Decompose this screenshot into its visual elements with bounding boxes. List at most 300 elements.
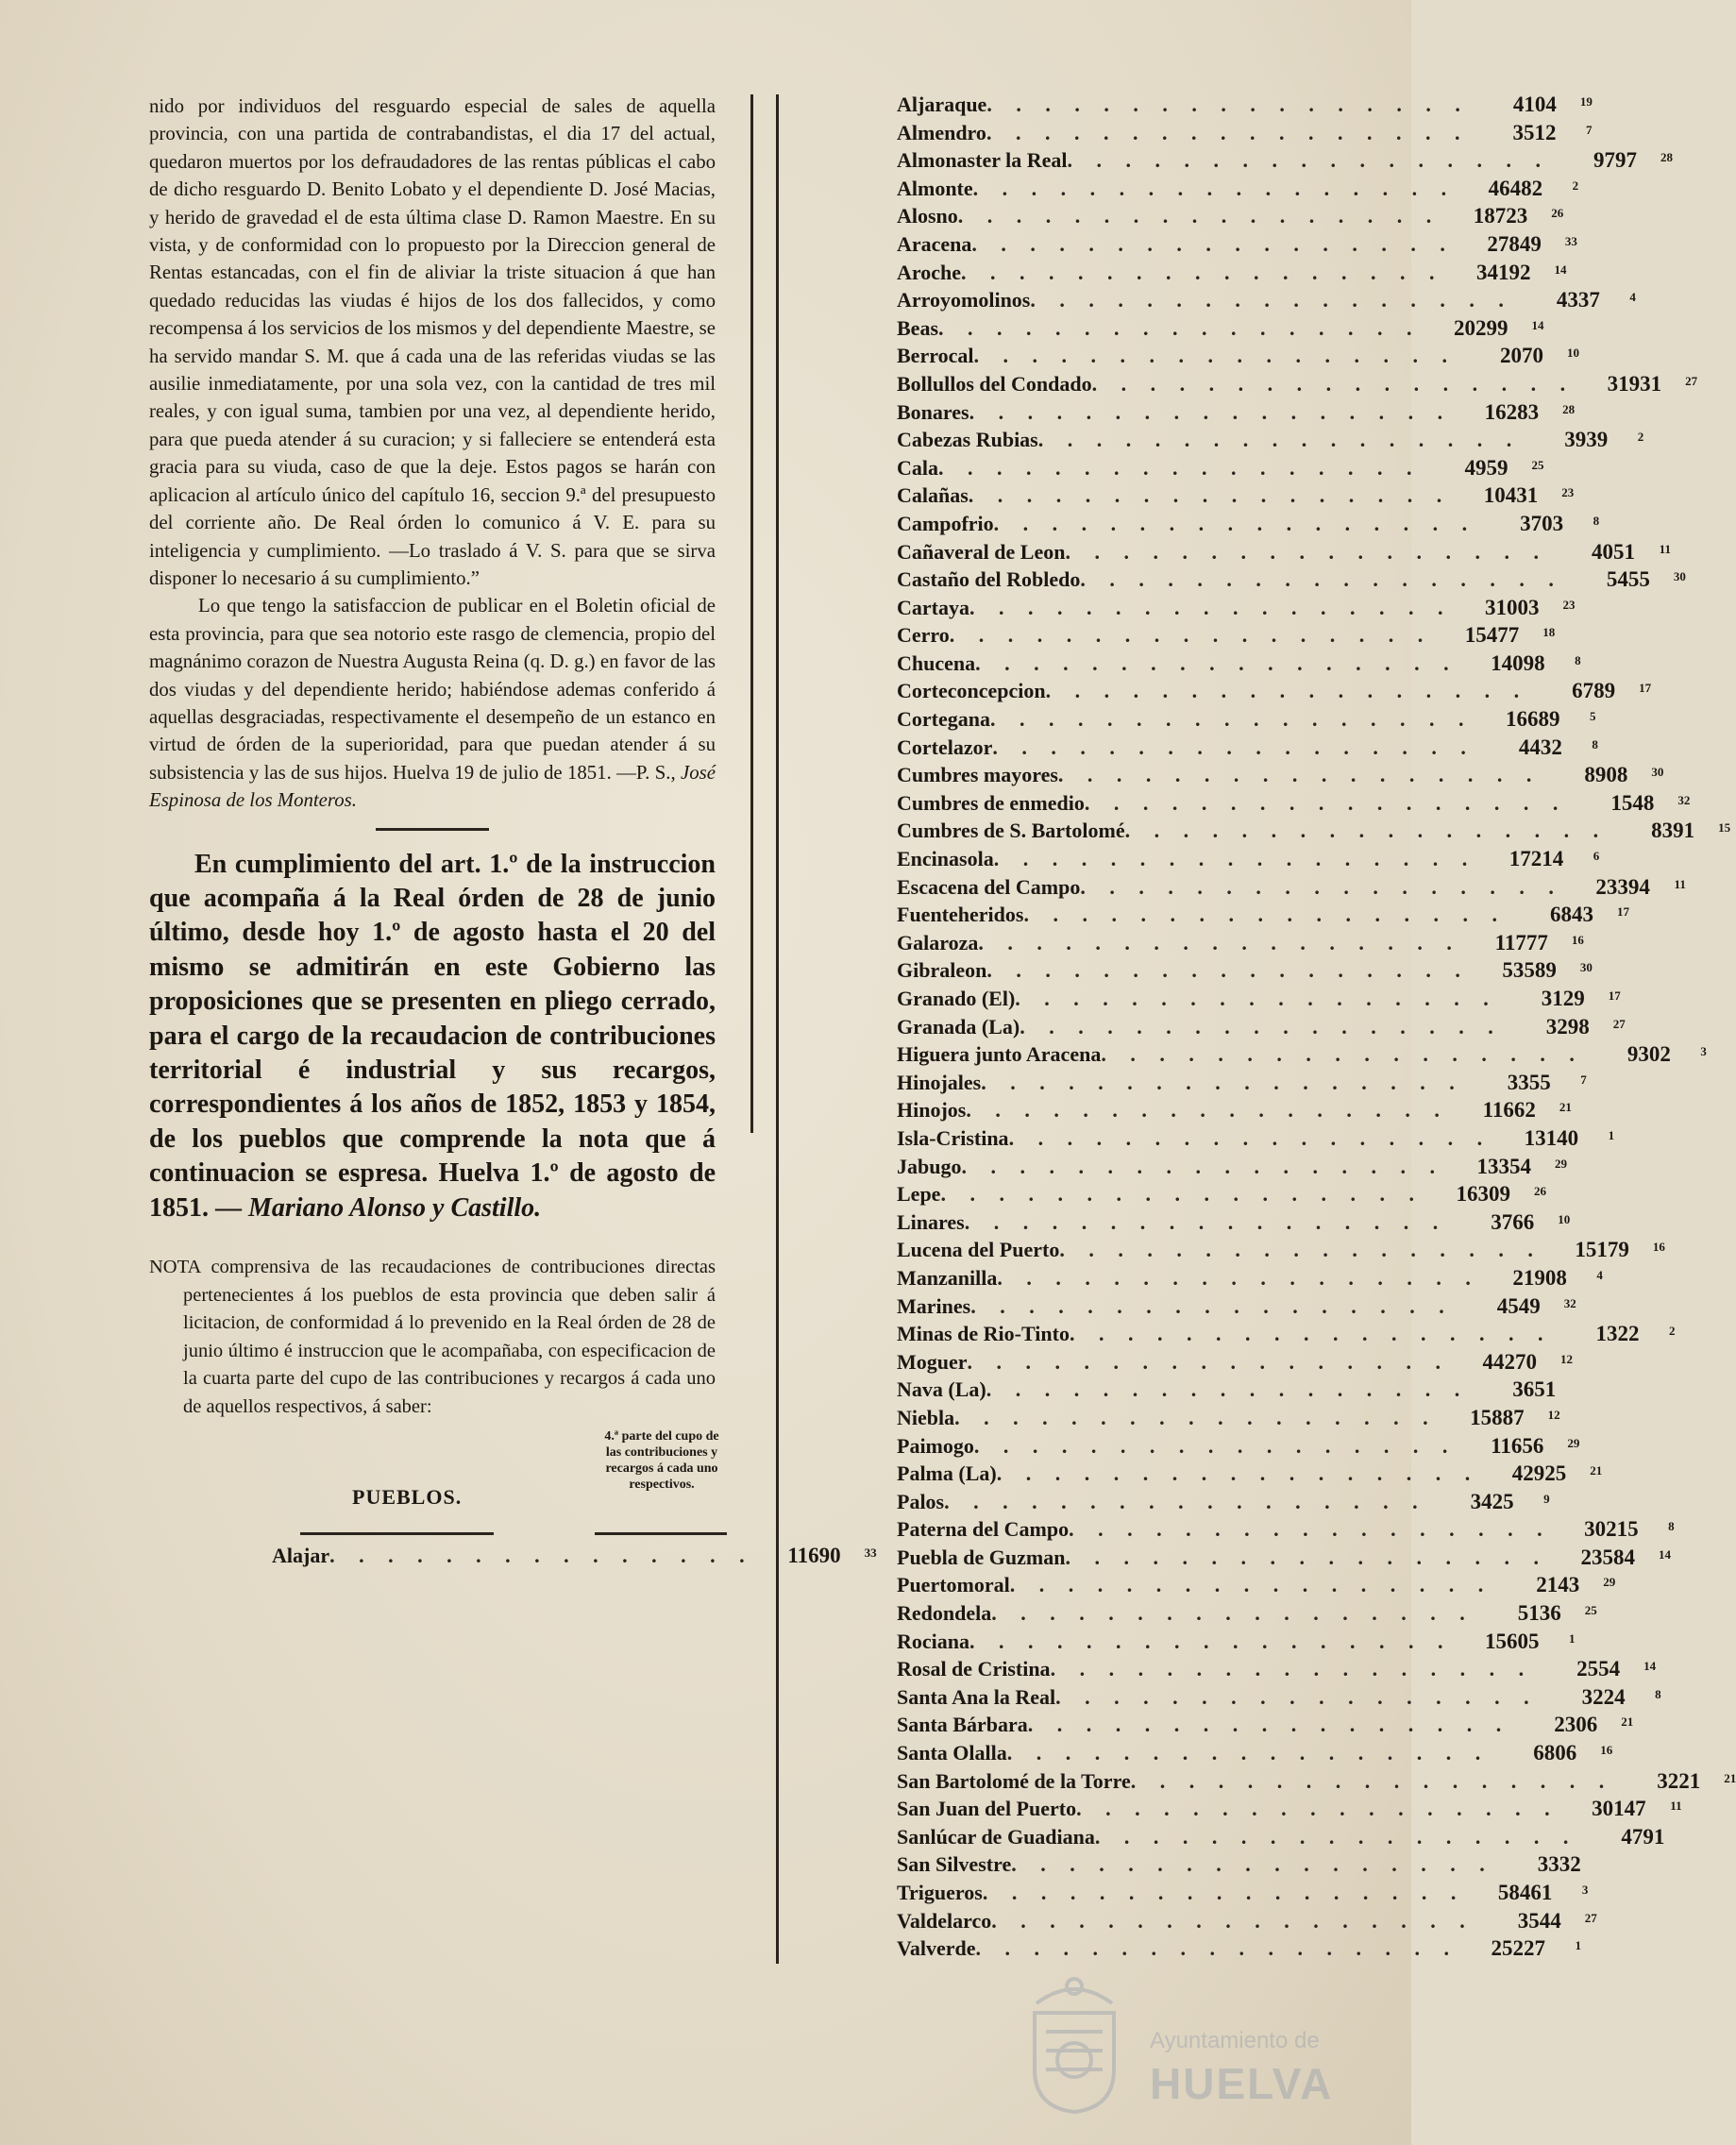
- row-ref: 6: [1593, 849, 1600, 864]
- table-row: [897, 958, 1593, 987]
- row-value: 3355: [1507, 1070, 1551, 1094]
- table-row: [897, 1684, 1661, 1714]
- row-ref: 7: [1585, 122, 1593, 137]
- table-row: [897, 1657, 1657, 1685]
- row-leader-dots: . . . . . . . . . . . . . . . . .: [973, 1433, 1458, 1458]
- row-ref: 10: [1558, 1211, 1571, 1226]
- row-leader-dots: . . . . . . . . . . . . . . . . .: [1006, 1741, 1491, 1765]
- row-ref: 28: [1562, 401, 1576, 416]
- table-row: [897, 903, 1629, 931]
- row-ref: 25: [1531, 457, 1544, 472]
- row-leader-dots: . . . . . . . . . . . . . . . . .: [957, 204, 1441, 228]
- row-name: Paimogo: [897, 1433, 974, 1458]
- table-row: [897, 1881, 1589, 1909]
- row-value: 4104: [1512, 93, 1557, 116]
- ayuntamiento-watermark: [1018, 1966, 1376, 2126]
- row-name: Granado (El): [897, 987, 1016, 1010]
- row-name: Puebla de Guzman: [897, 1545, 1066, 1569]
- row-value: 9302: [1626, 1042, 1671, 1067]
- table-row: [897, 650, 1581, 680]
- row-value: 6843: [1549, 903, 1593, 927]
- table-row: [897, 428, 1644, 456]
- row-value: 17214: [1508, 847, 1564, 871]
- row-name: Almonaster la Real: [897, 148, 1068, 173]
- table-row: [897, 1517, 1675, 1545]
- row-name: Rosal de Cristina: [897, 1657, 1051, 1681]
- row-leader-dots: . . . . . . . . . . . . . . . . .: [1084, 790, 1568, 815]
- row-value: 3298: [1545, 1014, 1590, 1039]
- row-leader-dots: . . . . . . . . . . . . . . . . .: [1076, 1797, 1559, 1821]
- column-divider: [776, 94, 779, 1964]
- table-row: [897, 735, 1598, 764]
- row-value: 3544: [1517, 1908, 1561, 1933]
- row-ref: 9: [1543, 1491, 1550, 1506]
- row-name: Gibraleon: [897, 958, 987, 983]
- row-leader-dots: . . . . . . . . . . . . . . . . .: [975, 650, 1458, 675]
- row-leader-dots: . . . . . . . . . . . . . . . . .: [975, 1936, 1459, 1961]
- row-value: 6806: [1533, 1741, 1577, 1765]
- row-name: Campofrio: [897, 511, 994, 535]
- row-ref: 21: [1621, 1714, 1634, 1730]
- table-row: [897, 455, 1544, 484]
- row-value: 5136: [1517, 1601, 1561, 1626]
- row-leader-dots: . . . . . . . . . . . . . . . . .: [969, 1629, 1453, 1653]
- table-row: [897, 1098, 1572, 1126]
- notice-licitacion: [149, 848, 716, 1225]
- table-row: [897, 874, 1686, 904]
- row-ref: 1: [1569, 1630, 1576, 1646]
- table-row: [897, 763, 1664, 791]
- left-column: [149, 93, 877, 1572]
- row-leader-dots: . . . . . . . . . . . . . . . . .: [1050, 1657, 1534, 1681]
- row-ref: 11: [1659, 541, 1671, 556]
- row-ref: 3: [1700, 1044, 1707, 1059]
- row-value: 30215: [1584, 1517, 1639, 1542]
- row-value: 9797: [1593, 148, 1637, 173]
- column-divider-upper: [750, 94, 753, 1133]
- table-row: [897, 1852, 1581, 1881]
- row-value: 58461: [1497, 1881, 1553, 1904]
- row-name: Nava (La): [897, 1377, 986, 1402]
- row-name: Rociana: [897, 1629, 969, 1653]
- row-ref: 29: [1603, 1575, 1616, 1590]
- signature-espinosa: José Espinosa de los Monteros.: [149, 761, 716, 812]
- row-leader-dots: . . . . . . . . . . . . . . . . .: [982, 1881, 1466, 1904]
- row-ref: 4: [1629, 290, 1636, 305]
- row-leader-dots: . . . . . . . . . . . . . . . . .: [1037, 428, 1522, 452]
- row-name: Aljaraque: [897, 93, 987, 116]
- table-row: [897, 1293, 1576, 1323]
- row-value: 11656: [1491, 1433, 1544, 1458]
- row-ref: 2: [1572, 177, 1579, 193]
- row-name: Bonares: [897, 399, 969, 424]
- row-value: 3224: [1581, 1684, 1626, 1709]
- row-value: 3766: [1491, 1209, 1535, 1234]
- row-name: Arroyomolinos: [897, 288, 1031, 312]
- row-ref: 8: [1668, 1519, 1675, 1534]
- row-leader-dots: . . . . . . . . . . . . . . . . .: [964, 1209, 1448, 1234]
- row-leader-dots: . . . . . . . . . . . . . . . . .: [1009, 1573, 1493, 1597]
- table-row: [897, 539, 1671, 568]
- row-leader-dots: . . . . . . . . . . . . . . . . .: [1124, 819, 1609, 843]
- row-ref: 11: [1670, 1799, 1682, 1814]
- row-leader-dots: . . . . . . . . . . . . . . . . .: [969, 595, 1453, 619]
- row-name: Cumbres de enmedio: [897, 790, 1085, 815]
- row-ref: 29: [1554, 1156, 1567, 1171]
- table-row: [897, 930, 1584, 959]
- row-leader-dots: . . . . . . . . . . . . . . . . .: [961, 260, 1444, 284]
- header-rule-cuarta: [595, 1532, 727, 1535]
- table-row: [897, 1768, 1736, 1798]
- row-ref: 14: [1643, 1659, 1657, 1674]
- row-value: 53589: [1502, 958, 1557, 983]
- row-value: 31931: [1607, 371, 1662, 396]
- row-name: Redondela: [897, 1601, 992, 1626]
- row-leader-dots: . . . . . . . . . . . . . . . . .: [1015, 987, 1498, 1010]
- row-leader-dots: . . . . . . . . . . . . . . . . .: [992, 735, 1475, 759]
- row-leader-dots: . . . . . . . . . . . . . . . . .: [1057, 763, 1542, 787]
- row-value: 8391: [1651, 819, 1695, 843]
- table-row: [897, 1182, 1546, 1210]
- row-leader-dots: . . . . . . . . . . . . . . . . .: [1069, 1322, 1553, 1346]
- row-ref: 25: [1584, 1603, 1597, 1618]
- row-ref: 27: [1612, 1016, 1626, 1031]
- row-leader-dots: . . . . . . . . . . . . . . . . .: [971, 231, 1455, 256]
- watermark-line1: Ayuntamiento de: [1150, 2028, 1320, 2053]
- paragraph-publication: [149, 592, 716, 814]
- row-leader-dots: . . . . . . . . . . . . . . . . .: [991, 1601, 1475, 1626]
- watermark-line2: HUELVA: [1150, 2059, 1334, 2108]
- row-leader-dots: . . . . . . . . . . . . . . . . .: [1055, 1684, 1539, 1709]
- row-leader-dots: . . . . . . . . . . . . . . . . .: [967, 1349, 1451, 1374]
- table-row: [897, 595, 1576, 624]
- table-row: [897, 1461, 1603, 1490]
- row-value: 44270: [1482, 1349, 1538, 1374]
- row-name: Santa Bárbara: [897, 1713, 1028, 1737]
- row-ref: 3: [1581, 1883, 1589, 1897]
- row-name: San Juan del Puerto: [897, 1797, 1077, 1821]
- row-leader-dots: . . . . . . . . . . . . . . . . .: [986, 93, 1470, 116]
- header-pueblos: PUEBLOS.: [352, 1485, 463, 1510]
- table-row: [897, 623, 1556, 651]
- row-ref: 32: [1677, 792, 1691, 807]
- table-row: [897, 344, 1579, 372]
- row-ref: 10: [1566, 346, 1579, 361]
- table-row: [897, 1349, 1574, 1378]
- row-name: Cortegana: [897, 707, 990, 732]
- row-leader-dots: . . . . . . . . . . . . . . . . .: [1067, 148, 1550, 173]
- row-leader-dots: . . . . . . . . . . . . . . . . .: [940, 1182, 1424, 1207]
- row-ref: 2: [1637, 430, 1644, 445]
- row-value: 16283: [1484, 399, 1540, 424]
- row-name: Aracena: [897, 231, 972, 256]
- row-value: 2143: [1536, 1573, 1580, 1597]
- row-name: Paterna del Campo: [897, 1517, 1070, 1542]
- table-row: [897, 987, 1621, 1015]
- row-leader-dots: . . . . . . . . . . . . . . . . .: [1045, 679, 1529, 703]
- row-value: 46482: [1488, 176, 1543, 200]
- row-name: Fuenteheridos: [897, 903, 1024, 927]
- row-value: 15477: [1464, 623, 1520, 648]
- row-value: 3425: [1470, 1489, 1514, 1513]
- row-leader-dots: . . . . . . . . . . . . . . . . .: [991, 1908, 1475, 1933]
- row-leader-dots: . . . . . . . . . . . . . . . . .: [1065, 539, 1548, 564]
- row-ref: 12: [1547, 1407, 1560, 1422]
- row-value: 1548: [1610, 790, 1655, 815]
- row-name: Sanlúcar de Guadiana: [897, 1824, 1095, 1849]
- row-name: Trigueros: [897, 1881, 983, 1904]
- row-leader-dots: . . . . . . . . . . . . . . . . .: [1130, 1768, 1614, 1793]
- row-value: 20299: [1454, 315, 1508, 340]
- paragraph-publication-text: Lo que tengo la satisfaccion de publicar en el Boletin oficial de esta provincia, para que sea notorio este rasgo de clemencia, propio del magnánimo corazon de Nuestra Augusta Reina (q. D. g.) en favor de las dos viudas y del dependiente herido; habiéndose ademas conferido á aquellas desgraciadas, respectivamente el desempeño de un estanco en virtud de órden de la superioridad, para que puedan atender á su subsistencia y las de sus hijos. Huelva 19 de julio de 1851. —P. S.,: [149, 595, 716, 784]
- table-row: [897, 707, 1596, 735]
- row-leader-dots: . . . . . . . . . . . . . . . . .: [949, 623, 1433, 648]
- row-value: 31003: [1484, 595, 1540, 619]
- row-name: Palma (La): [897, 1461, 997, 1486]
- table-row: [897, 1377, 1557, 1406]
- row-value: 18723: [1473, 204, 1528, 228]
- pueblos-list: [897, 93, 1736, 1965]
- row-value: 3939: [1564, 428, 1609, 452]
- row-value: 3221: [1657, 1768, 1701, 1793]
- row-ref: 8: [1655, 1686, 1661, 1701]
- table-row: [897, 1209, 1571, 1239]
- row-name: Escacena del Campo: [897, 874, 1081, 899]
- row-ref: 17: [1608, 988, 1621, 1003]
- row-ref: 21: [1559, 1100, 1572, 1115]
- row-leader-dots: . . . . . . . . . . . . . . . . .: [944, 1489, 1427, 1513]
- table-row: [897, 204, 1564, 232]
- row-leader-dots: . . . . . . . . . . . . . . . . .: [969, 399, 1453, 424]
- row-leader-dots: . . . . . . . . . . . . . . . . .: [1065, 1545, 1548, 1569]
- row-leader-dots: . . . . . . . . . . . . . . . . .: [1020, 1014, 1503, 1039]
- row-name: Valdelarco: [897, 1908, 992, 1933]
- row-value: 11777: [1494, 930, 1548, 954]
- row-leader-dots: . . . . . . . . . . . . . . . . .: [972, 176, 1457, 200]
- table-row: [897, 790, 1691, 819]
- row-name: Cala: [897, 455, 938, 480]
- row-value: 27849: [1487, 231, 1542, 256]
- table-row: [897, 1042, 1707, 1071]
- row-name: Cumbres de S. Bartolomé: [897, 819, 1125, 843]
- row-value: 3703: [1520, 511, 1564, 535]
- table-row: [897, 1265, 1603, 1294]
- row-name: Galaroza: [897, 930, 979, 954]
- row-value: 21908: [1512, 1265, 1567, 1290]
- row-leader-dots: . . . . . . . . . . . . . . . . .: [1080, 567, 1563, 592]
- row-leader-dots: . . . . . . . . . . . . . . . . .: [986, 120, 1470, 144]
- table-row: [897, 1433, 1580, 1462]
- table-row: [897, 1629, 1576, 1658]
- row-value: 3512: [1512, 120, 1557, 144]
- coat-of-arms-icon: [1018, 1966, 1131, 2117]
- row-value: 4432: [1518, 735, 1562, 759]
- table-row: [897, 1014, 1626, 1043]
- table-header: [149, 1427, 719, 1530]
- row-name: Cortelazor: [897, 735, 993, 759]
- row-value: 2070: [1499, 344, 1543, 368]
- row-ref: 32: [1563, 1295, 1576, 1310]
- row-name: Higuera junto Aracena: [897, 1042, 1102, 1067]
- row-value: 13354: [1476, 1154, 1531, 1178]
- table-row: [897, 847, 1600, 875]
- table-row: [897, 1238, 1665, 1266]
- table-row: [897, 1322, 1676, 1350]
- row-value: 15605: [1485, 1629, 1540, 1653]
- row-leader-dots: . . . . . . . . . . . . . . . . .: [1101, 1042, 1584, 1067]
- table-row: [897, 1824, 1665, 1853]
- table-row: [897, 1545, 1671, 1574]
- row-leader-dots: . . . . . . . . . . . . . . . . .: [1094, 1824, 1578, 1849]
- row-value: 16689: [1505, 707, 1560, 732]
- row-name: Moguer: [897, 1349, 968, 1374]
- row-value: 42925: [1511, 1461, 1567, 1486]
- table-row: [897, 1936, 1582, 1965]
- row-name: Puertomoral: [897, 1573, 1010, 1597]
- row-ref: 26: [1551, 206, 1564, 221]
- row-name: Cumbres mayores: [897, 763, 1058, 787]
- table-row: [897, 1405, 1560, 1434]
- row-value: 15887: [1470, 1405, 1525, 1429]
- table-row: [149, 1544, 877, 1572]
- row-ref: 23: [1561, 485, 1575, 500]
- row-ref: 1: [1608, 1127, 1615, 1142]
- table-row: [897, 483, 1575, 512]
- row-ref: 27: [1685, 373, 1698, 388]
- row-ref: 19: [1579, 94, 1593, 109]
- row-value: 4791: [1621, 1824, 1665, 1849]
- row-leader-dots: . . . . . . . . . . . . . . . . .: [938, 315, 1422, 340]
- row-name: Marines: [897, 1293, 971, 1318]
- table-row: [897, 1713, 1634, 1741]
- row-leader-dots: . . . . . . . . . . . . . . . . .: [954, 1405, 1438, 1429]
- row-value: 3332: [1537, 1852, 1581, 1877]
- table-row: [897, 1125, 1615, 1155]
- row-name: San Silvestre: [897, 1852, 1012, 1877]
- row-name: Isla-Cristina: [897, 1125, 1009, 1150]
- table-row: [897, 1797, 1682, 1825]
- row-name: Santa Olalla: [897, 1741, 1007, 1765]
- row-name: Lucena del Puerto: [897, 1238, 1060, 1262]
- table-row: [897, 1070, 1587, 1099]
- table-row: [897, 819, 1731, 847]
- row-leader-dots: . . . . . . . . . . . . . . . . .: [1011, 1852, 1494, 1877]
- table-row: [897, 399, 1576, 429]
- row-name: San Bartolomé de la Torre: [897, 1768, 1131, 1793]
- row-name: Berrocal: [897, 344, 974, 368]
- row-name: Castaño del Robledo: [897, 567, 1081, 592]
- row-name: Almendro: [897, 120, 986, 144]
- row-leader-dots: . . . . . . . . . . . . . . . . .: [981, 1070, 1464, 1094]
- row-ref: 26: [1533, 1184, 1546, 1199]
- table-row: [897, 176, 1579, 205]
- row-ref: 18: [1542, 625, 1556, 640]
- right-column: [897, 93, 1736, 1965]
- table-row: [897, 260, 1567, 289]
- row-ref: 14: [1658, 1546, 1671, 1562]
- row-ref: [1581, 1852, 1617, 1854]
- row-leader-dots: . . . . . . . . . . . . . . . . .: [961, 1154, 1444, 1178]
- row-ref: 15: [1718, 820, 1731, 836]
- table-row: [897, 567, 1686, 596]
- row-name: Linares: [897, 1209, 965, 1234]
- row-name: Granada (La): [897, 1014, 1020, 1039]
- row-ref: 4: [1596, 1267, 1603, 1282]
- row-ref: 14: [1554, 262, 1567, 277]
- table-row: [897, 679, 1652, 707]
- row-name: Alajar: [272, 1544, 330, 1568]
- row-ref: 30: [1651, 765, 1664, 780]
- row-name: Santa Ana la Real: [897, 1684, 1056, 1709]
- row-leader-dots: . . . . . . . . . . . . . . . . .: [1027, 1713, 1511, 1737]
- paragraph-royal-order: nido por individuos del resguardo especial de sales de aquella provincia, con una partida de contrabandistas, el dia 17 del actual, quedaron muertos por los defraudadores de las rentas públicas el cabo de dicho resguardo D. Benito Lobato y el dependiente D. José Macias, y herido de gravedad el de esta última clase D. Ramon Maestre. En su vista, y de conformidad con lo propuesto por la Direccion general de Rentas estancadas, con el fin de aliviar la triste situacion á que han quedado reducidas las viudas é hijos de los dos fallecidos, y como recompensa á los servicios de los mismos y del dependiente Maestre, se ha servido mandar S. M. que á cada una de las referidas viudas se las ausilie inmediatamente, por una sola vez, con la cantidad de tres mil reales, y con igual suma, tambien por una vez, al dependiente herido, para que pueda atender á su curacion; y si falleciere se entenderá esta gracia para su viuda, caso de que la deje. Estos pagos se harán con aplicacion al artículo único del capítulo 16, seccion 9.ª del presupuesto del corriente año. De Real órden lo comunico á V. E. para su inteligencia y cumplimiento. —Lo traslado á V. S. para que se sirva disponer lo necesario á su cumplimiento.”: [149, 95, 716, 589]
- row-ref: 29: [1567, 1435, 1580, 1450]
- row-ref: 11: [1674, 876, 1686, 891]
- row-ref: 2: [1668, 1324, 1676, 1339]
- row-value: 13140: [1524, 1125, 1579, 1150]
- row-leader-dots: . . . . . . . . . . . . . . . . .: [986, 958, 1470, 983]
- row-value: 11662: [1482, 1098, 1536, 1123]
- row-value: 30147: [1592, 1797, 1646, 1821]
- table-row: [897, 231, 1577, 261]
- row-leader-dots: . . . . . . . . . . . . . . . . .: [1091, 371, 1576, 396]
- table-row: [897, 148, 1673, 177]
- row-name: Minas de Rio-Tinto: [897, 1322, 1070, 1346]
- row-value: 4549: [1496, 1293, 1541, 1318]
- row-ref: 16: [1652, 1240, 1665, 1255]
- row-value: 34192: [1476, 260, 1531, 284]
- row-name: Cañaveral de Leon: [897, 539, 1066, 564]
- row-leader-dots: . . . . . . . . . . . . . . . . .: [993, 847, 1477, 871]
- row-ref: 5: [1589, 709, 1596, 724]
- row-value: 5455: [1606, 567, 1650, 592]
- row-name: Jabugo: [897, 1154, 962, 1178]
- row-name: Alosno: [897, 204, 958, 228]
- table-row: [897, 1154, 1567, 1183]
- table-row: [897, 315, 1544, 345]
- table-row: [897, 120, 1593, 149]
- row-name: Lepe: [897, 1182, 941, 1207]
- row-ref: 8: [1575, 652, 1581, 667]
- header-cuarta-parte: 4.ª parte del cupo de las contribuciones y recargos á cada uno respectivos.: [604, 1429, 719, 1493]
- row-value: 4051: [1591, 539, 1635, 564]
- row-ref: 14: [1531, 317, 1544, 332]
- row-leader-dots: . . . . . . . . . . . . . . . . .: [970, 1293, 1454, 1318]
- row-ref: 33: [1564, 233, 1577, 248]
- row-name: Cartaya: [897, 595, 969, 619]
- row-name: Hinojos: [897, 1098, 967, 1123]
- row-value: 23584: [1580, 1545, 1635, 1569]
- row-name: Cerro: [897, 623, 950, 648]
- signature-alonso: Mariano Alonso y Castillo.: [248, 1192, 542, 1223]
- row-leader-dots: . . . . . . . . . . . . . . . . .: [997, 1265, 1480, 1290]
- table-row: [897, 1573, 1616, 1601]
- row-ref: 28: [1660, 150, 1673, 165]
- row-leader-dots: . . . . . . . . . . . . . . . . .: [973, 344, 1457, 368]
- row-ref: 33: [864, 1545, 877, 1561]
- notice-licitacion-text: En cumplimiento del art. 1.º de la instruccion que acompaña á la Real órden de 28 de junio último, desde hoy 1.º de agosto hasta el 20 del mismo se admitirán en este Gobierno las proposiciones que se presenten en pliego cerrado, para el cargo de la recaudacion de contribuciones territorial é industrial y sus recargos, correspondientes á los años de 1852, 1853 y 1854, de los pueblos que comprende la nota que á continuacion se espresa. Huelva 1.º de agosto de 1851. —: [149, 849, 716, 1223]
- row-ref: 21: [1724, 1770, 1736, 1785]
- row-value: 3651: [1512, 1377, 1557, 1402]
- row-leader-dots: . . . . . . . . . . . . . . . . .: [986, 1377, 1470, 1402]
- row-value: 11690: [787, 1544, 841, 1568]
- row-leader-dots: . . . . . . . . . . . . . . . . .: [1030, 288, 1513, 312]
- row-value: 14098: [1491, 650, 1545, 675]
- table-row: [897, 511, 1600, 540]
- table-row: [897, 93, 1593, 121]
- row-value: 10431: [1483, 483, 1539, 508]
- row-leader-dots: . . . . . . . . . . . . . . . . .: [1008, 1125, 1492, 1150]
